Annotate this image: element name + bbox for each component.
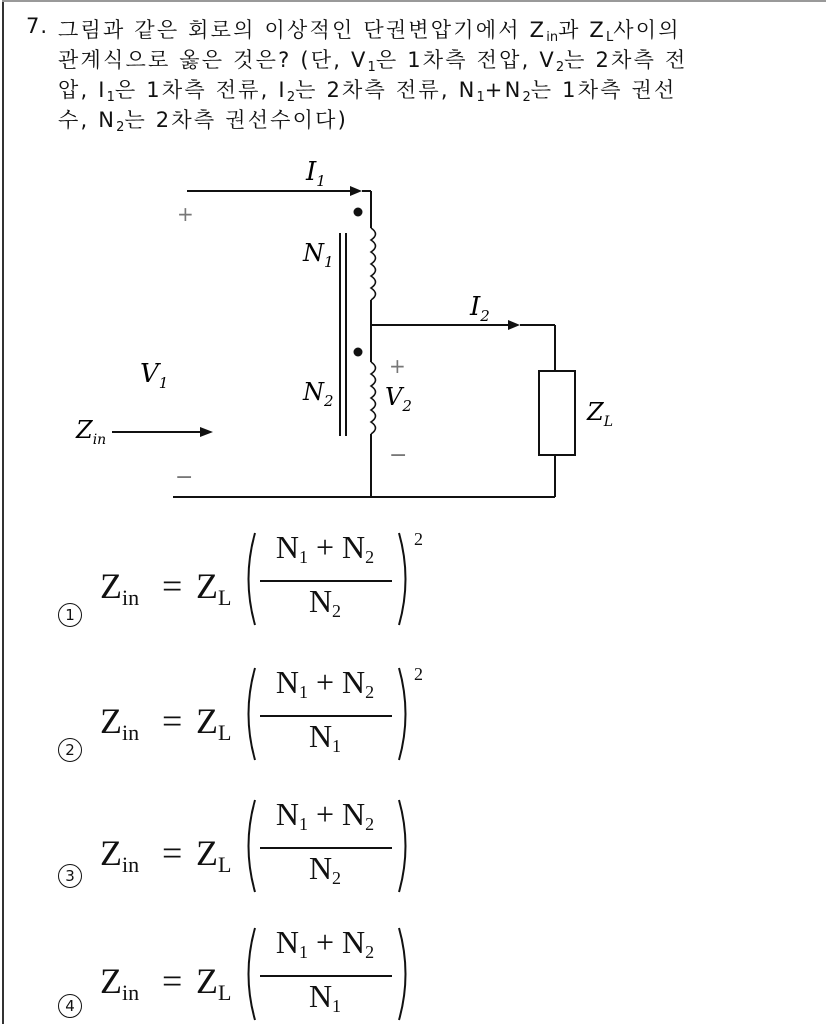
question-text: 은 1차측 전압, V: [375, 48, 556, 72]
fraction-bar: [260, 715, 392, 717]
n-subscript: 2: [365, 547, 375, 567]
zin-label: [75, 416, 106, 448]
question-text: 는 2차측 권선수이다): [124, 108, 349, 132]
subscript: 1: [476, 90, 485, 105]
plus-sign: +: [307, 924, 343, 960]
left-parenthesis: [242, 666, 258, 762]
n1-label: [302, 239, 334, 271]
zl-label: [586, 398, 613, 430]
n-symbol: N: [342, 664, 366, 700]
subscript: 1: [106, 90, 115, 105]
n-subscript: 1: [298, 814, 308, 834]
n-subscript: 2: [365, 942, 375, 962]
subscript: in: [546, 30, 559, 45]
plus-sign: +: [307, 664, 343, 700]
n-subscript: 2: [332, 601, 342, 621]
load-resistor: [539, 371, 575, 455]
question-text: +N: [484, 78, 523, 102]
plus-sign-left: +: [177, 202, 194, 226]
fraction-bar: [260, 975, 392, 977]
n-subscript: 1: [298, 547, 308, 567]
autotransformer-circuit-diagram: [0, 140, 826, 520]
l-subscript: L: [218, 980, 232, 1005]
fraction-numerator: [260, 529, 390, 568]
z-symbol: Z: [196, 566, 218, 606]
choice-1-mark[interactable]: 1: [58, 603, 82, 627]
question-line-3: [58, 74, 677, 105]
label-main: N: [303, 378, 324, 406]
label-main: I: [470, 292, 481, 322]
fraction-numerator: [260, 664, 390, 703]
question-text: 관계식으로 옳은 것은? (단, V: [58, 48, 368, 72]
subscript: 2: [116, 120, 125, 135]
subscript: 2: [555, 60, 565, 75]
label-sub: 1: [324, 253, 334, 271]
fraction-denominator: [260, 978, 390, 1017]
question-line-2: [58, 44, 687, 75]
coil-n2: [371, 362, 376, 434]
i1-label: [305, 157, 326, 190]
question-text: 는 2차측 전류, N: [295, 78, 477, 102]
l-subscript: L: [218, 720, 232, 745]
question-text: 그림과 같은 회로의 이상적인 단권변압기에서 Z: [58, 18, 547, 42]
formula-lhs: [100, 832, 139, 878]
fraction-bar: [260, 580, 392, 582]
choice-3-mark[interactable]: 3: [58, 864, 82, 888]
choice-4-mark[interactable]: 4: [58, 994, 82, 1018]
label-sub: 1: [316, 172, 326, 190]
label-main: V: [385, 383, 403, 411]
fraction-denominator: [260, 583, 390, 622]
n-symbol: N: [308, 583, 333, 619]
n-symbol: N: [342, 529, 366, 565]
question-line-1: [58, 14, 681, 45]
left-parenthesis: [242, 531, 258, 627]
choice-3-formula[interactable]: [100, 792, 460, 922]
question-text: 과 Z: [558, 18, 607, 42]
n-subscript: 2: [332, 868, 342, 888]
formula-lhs: [100, 700, 139, 746]
formula-zl: [196, 832, 231, 878]
formula-zl: [196, 565, 231, 611]
n-subscript: 1: [298, 942, 308, 962]
n-symbol: N: [275, 664, 299, 700]
right-parenthesis: [396, 666, 412, 762]
fraction-numerator: [260, 924, 390, 963]
right-parenthesis: [396, 798, 412, 894]
in-subscript: in: [122, 980, 140, 1005]
n-symbol: N: [342, 796, 366, 832]
n-symbol: N: [275, 924, 299, 960]
in-subscript: in: [122, 585, 140, 610]
label-main: Z: [76, 416, 93, 444]
n2-label: [302, 378, 334, 410]
z-symbol: Z: [196, 961, 218, 1001]
plus-sign: +: [307, 796, 343, 832]
label-sub: 2: [402, 397, 412, 415]
n-subscript: 1: [332, 996, 342, 1016]
choice-2-formula[interactable]: [100, 660, 460, 790]
n-subscript: 2: [365, 682, 375, 702]
plus-sign: +: [307, 529, 343, 565]
choice-1-formula[interactable]: [100, 525, 460, 655]
polarity-dot-top: [354, 208, 363, 217]
right-parenthesis: [396, 531, 412, 627]
question-line-4: [58, 104, 348, 135]
in-subscript: in: [122, 720, 140, 745]
equals-sign: =: [162, 701, 183, 741]
left-parenthesis: [242, 798, 258, 894]
question-text: 는 2차측 전: [564, 48, 688, 72]
equals-sign: =: [162, 566, 183, 606]
fraction-denominator: [260, 718, 390, 757]
label-sub: in: [92, 432, 107, 448]
right-parenthesis: [396, 926, 412, 1022]
label-main: I: [306, 157, 317, 187]
label-main: N: [303, 239, 324, 267]
equals-sign: =: [162, 961, 183, 1001]
subscript: 1: [367, 60, 376, 75]
minus-sign-right: −: [389, 443, 408, 468]
n-symbol: N: [275, 529, 299, 565]
n-symbol: N: [308, 978, 333, 1014]
z-symbol: Z: [196, 833, 218, 873]
fraction-denominator: [260, 850, 390, 889]
coil-n1: [371, 228, 376, 300]
plus-sign-right: +: [389, 354, 406, 378]
question-text: 는 1차측 권선: [530, 78, 677, 102]
formula-lhs: [100, 565, 139, 611]
choice-2-mark[interactable]: 2: [58, 738, 82, 762]
n-symbol: N: [308, 850, 333, 886]
formula-zl: [196, 700, 231, 746]
question-text: 은 1차측 전류, I: [114, 78, 287, 102]
v1-label: [140, 359, 168, 392]
n-symbol: N: [308, 718, 333, 754]
label-main: Z: [587, 398, 604, 426]
z-symbol: Z: [100, 701, 122, 741]
subscript: 2: [286, 90, 296, 105]
formula-zl: [196, 960, 231, 1006]
i2-arrowhead: [508, 320, 520, 330]
polarity-dot-bottom: [354, 348, 363, 357]
label-sub: L: [603, 414, 613, 430]
n-symbol: N: [342, 924, 366, 960]
v2-label: [385, 383, 412, 415]
label-sub: 2: [324, 392, 334, 410]
z-symbol: Z: [100, 566, 122, 606]
exponent: 2: [414, 529, 423, 549]
n-subscript: 2: [365, 814, 375, 834]
l-subscript: L: [218, 852, 232, 877]
i2-label: [469, 292, 490, 325]
label-sub: 2: [480, 307, 490, 325]
equals-sign: =: [162, 833, 183, 873]
minus-sign-left: −: [175, 465, 194, 490]
question-number: 7.: [26, 14, 49, 38]
exponent: 2: [414, 664, 423, 684]
z-symbol: Z: [100, 833, 122, 873]
i1-arrowhead: [350, 186, 362, 196]
z-symbol: Z: [100, 961, 122, 1001]
label-sub: 1: [158, 374, 169, 392]
in-subscript: in: [122, 852, 140, 877]
n-subscript: 1: [332, 736, 342, 756]
question-text: 수, N: [58, 108, 117, 132]
formula-lhs: [100, 960, 139, 1006]
z-symbol: Z: [196, 701, 218, 741]
subscript: 2: [522, 90, 531, 105]
question-text: 사이의: [613, 18, 681, 42]
subscript: L: [606, 30, 614, 45]
zin-arrowhead: [200, 427, 213, 437]
question-text: 압, I: [58, 78, 107, 102]
fraction-numerator: [260, 796, 390, 835]
label-main: V: [140, 359, 159, 389]
n-symbol: N: [275, 796, 299, 832]
l-subscript: L: [218, 585, 232, 610]
fraction-bar: [260, 847, 392, 849]
left-parenthesis: [242, 926, 258, 1022]
page-border-top: [2, 0, 826, 2]
n-subscript: 1: [298, 682, 308, 702]
choice-4-formula[interactable]: [100, 920, 460, 1024]
